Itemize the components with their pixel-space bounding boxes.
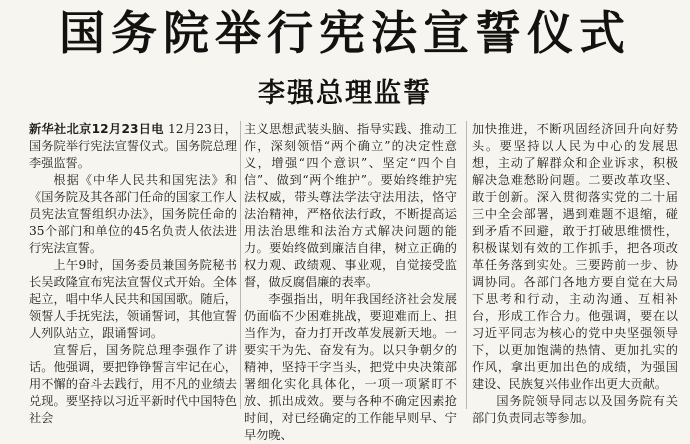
article-paragraph: 主义思想武装头脑、指导实践、推动工作，深刻领悟“两个确立”的决定性意义，增强“四个意识”、坚定“四个自信”、做到“两个维护”。要始终维护宪法权威，带头尊法学法守法用法，恪守法治精神，严格依法行政，不断提高运用法治思维和法治方式解决问题的能力。要始终做到廉洁自律，树立正确的权力观、政绩观、事业观，自觉接受监督，做反腐倡廉的表率。 — [244, 122, 457, 289]
article-paragraph: 宣誓后，国务院总理李强作了讲话。他强调，要把铮铮誓言牢记在心，用不懈的奋斗去践行，用不凡的业绩去兑现。要坚持以习近平新时代中国特色社会 — [29, 343, 237, 425]
paragraph-text: 12月23日，国务院举行宪法宣誓仪式。国务院总理李强监誓。 — [29, 122, 237, 170]
article-column-1 — [29, 121, 237, 425]
article-paragraph: 李强指出，明年我国经济社会发展仍面临不少困难挑战，要迎难而上、担当作为，奋力打开改革发展新天地。一要实干为先、奋发有为。以只争朝夕的精神，坚持干字当头，把党中央决策部署细化实化具体化，一项一项紧盯不放、抓出成效。要与各种不确定因素抢时间，对已经确定的工作能早则早、宁早勿晚、 — [244, 292, 457, 442]
column-divider — [240, 121, 241, 409]
headline: 国务院举行宪法宣誓仪式 — [59, 6, 631, 60]
article-paragraph: 根据《中华人民共和国宪法》和《国务院及其各部门任命的国家工作人员宪法宣誓组织办法》，国务院任命的35个部门和单位的45名负责人依法进行宪法宣誓。 — [29, 173, 237, 255]
column-divider — [466, 121, 467, 409]
article-paragraph — [29, 121, 237, 172]
subheadline: 李强总理监誓 — [258, 78, 432, 109]
dateline: 新华社北京12月23日电 — [29, 122, 164, 136]
article-paragraph: 国务院领导同志以及国务院有关部门负责同志等参加。 — [472, 394, 678, 425]
article-paragraph: 上午9时，国务委员兼国务院秘书长吴政隆宣布宪法宣誓仪式开始。全体起立，唱中华人民共和国国歌。随后，领誓人手抚宪法，领诵誓词，其他宣誓人列队站立，跟诵誓词。 — [29, 258, 237, 340]
article-column-3 — [472, 121, 678, 425]
article-column-2 — [244, 121, 457, 442]
article-paragraph: 加快推进，不断巩固经济回升向好势头。要坚持以人民为中心的发展思想，主动了解群众和企业诉求，积极解决急难愁盼问题。二要改革攻坚、敢于创新。深入贯彻落实党的二十届三中全会部署，遇到难题不退缩，碰到矛盾不回避，敢于打破思维惯性，积极谋划有效的工作抓手，把各项改革任务落到实处。三要跨前一步、协调协同。各部门各地方要自觉在大局下思考和行动，主动沟通、互相补台，形成工作合力。他强调，要在以习近平同志为核心的党中央坚强领导下，以更加饱满的热情、更加扎实的作风，拿出更加出色的成绩，为强国建设、民族复兴伟业作出更大贡献。 — [472, 122, 678, 391]
